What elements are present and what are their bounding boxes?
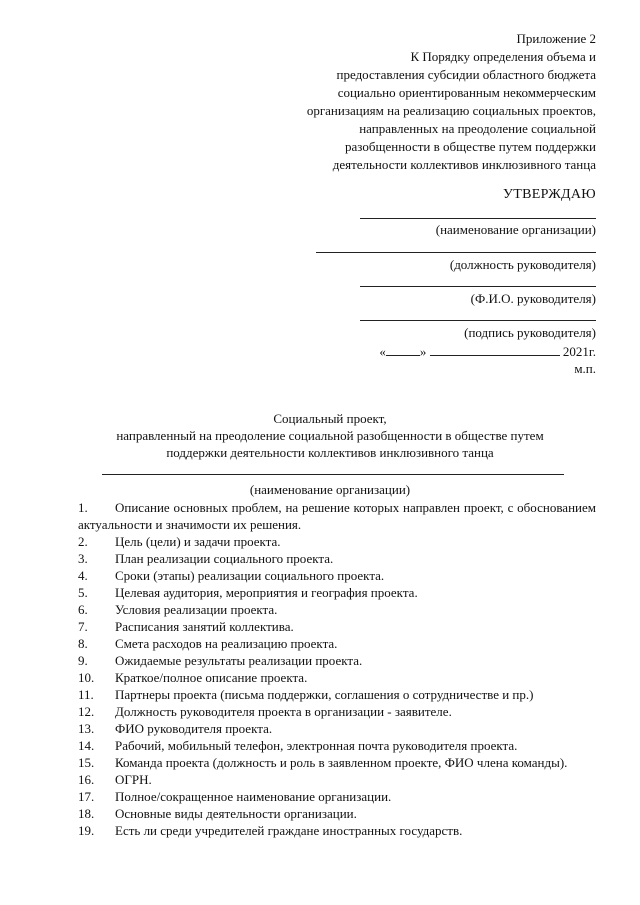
item-text: Ожидаемые результаты реализации проекта.: [115, 653, 363, 668]
appendix-line: направленных на преодоление социальной: [359, 121, 596, 136]
item-text: Целевая аудитория, мероприятия и география проекта.: [115, 585, 418, 600]
item-number: 16.: [78, 772, 95, 787]
item-text: Основные виды деятельности организации.: [115, 806, 357, 821]
item-text: Смета расходов на реализацию проекта.: [115, 636, 338, 651]
date-quote-open: «: [379, 344, 386, 359]
item-number: 2.: [78, 534, 88, 549]
project-title-line: поддержки деятельности коллективов инклюзивного танца: [166, 445, 494, 460]
list-item: [78, 652, 596, 669]
project-title: [60, 410, 600, 461]
item-number: 9.: [78, 653, 88, 668]
approval-title: УТВЕРЖДАЮ: [503, 187, 596, 202]
appendix-line: разобщенности в обществе путем поддержки: [345, 139, 596, 154]
list-item: [78, 601, 596, 618]
project-org-caption: (наименование организации): [249, 482, 411, 497]
date-year: 2021г.: [562, 344, 596, 359]
item-text: Команда проекта (должность и роль в заявленном проекте, ФИО члена команды).: [115, 755, 568, 770]
list-item: [78, 788, 596, 805]
signature-line: [360, 320, 596, 321]
item-number: 10.: [78, 670, 95, 685]
fullname-line: [360, 286, 596, 287]
list-item: [78, 686, 596, 703]
list-item: [78, 635, 596, 652]
list-item: [78, 669, 596, 686]
appendix-line: К Порядку определения объема и: [410, 49, 596, 64]
item-text: Условия реализации проекта.: [115, 602, 278, 617]
fullname-caption: (Ф.И.О. руководителя): [470, 291, 596, 306]
list-item: [78, 567, 596, 584]
item-number: 17.: [78, 789, 95, 804]
item-number: 6.: [78, 602, 88, 617]
item-number: 8.: [78, 636, 88, 651]
item-number: 18.: [78, 806, 95, 821]
project-title-line: направленный на преодоление социальной разобщенности в обществе путем: [116, 428, 544, 443]
signature-caption: (подпись руководителя): [464, 325, 596, 340]
appendix-header: [230, 30, 596, 174]
position-line: [316, 252, 596, 253]
date-month-blank: [430, 343, 560, 356]
list-item: [78, 771, 596, 788]
item-text: Краткое/полное описание проекта.: [115, 670, 308, 685]
item-text: Партнеры проекта (письма поддержки, соглашения о сотрудничестве и пр.): [115, 687, 534, 702]
list-item: [78, 703, 596, 720]
appendix-line: социально ориентированным некоммерческим: [337, 85, 596, 100]
item-text: Есть ли среди учредителей граждане иностранных государств.: [115, 823, 463, 838]
stamp-place: м.п.: [574, 361, 596, 376]
item-number: 3.: [78, 551, 88, 566]
item-number: 12.: [78, 704, 95, 719]
item-text: Описание основных проблем, на решение которых направлен проект, с обоснованием актуальности и значимости их решения.: [78, 500, 596, 532]
item-text: Полное/сокращенное наименование организации.: [115, 789, 392, 804]
item-number: 13.: [78, 721, 95, 736]
item-text: План реализации социального проекта.: [115, 551, 334, 566]
appendix-line: организациям на реализацию социальных проектов,: [306, 103, 596, 118]
date-day-blank: [386, 343, 420, 356]
list-item: [78, 737, 596, 754]
date-quote-close: »: [419, 344, 427, 359]
org-name-caption: (наименование организации): [435, 222, 596, 237]
item-text: Сроки (этапы) реализации социального проекта.: [115, 568, 385, 583]
list-item: [78, 533, 596, 550]
item-text: Должность руководителя проекта в организации - заявителе.: [115, 704, 452, 719]
list-item: [78, 550, 596, 567]
list-item: [78, 805, 596, 822]
appendix-line: Приложение 2: [516, 31, 596, 46]
project-title-line: Социальный проект,: [273, 411, 387, 426]
list-item: [78, 754, 596, 771]
item-text: ФИО руководителя проекта.: [115, 721, 273, 736]
item-number: 19.: [78, 823, 95, 838]
item-number: 1.: [78, 500, 88, 515]
list-item: [78, 822, 596, 839]
item-number: 11.: [78, 687, 94, 702]
project-org-line: [102, 474, 564, 475]
list-item: [78, 584, 596, 601]
item-number: 5.: [78, 585, 88, 600]
list-item: [78, 618, 596, 635]
position-caption: (должность руководителя): [449, 257, 596, 272]
item-text: ОГРН.: [115, 772, 152, 787]
list-item: [78, 499, 596, 533]
item-text: Цель (цели) и задачи проекта.: [115, 534, 281, 549]
org-name-line: [360, 218, 596, 219]
item-number: 14.: [78, 738, 95, 753]
appendix-line: деятельности коллективов инклюзивного танца: [332, 157, 596, 172]
item-text: Рабочий, мобильный телефон, электронная почта руководителя проекта.: [115, 738, 518, 753]
approval-date: [340, 343, 596, 360]
list-item: [78, 720, 596, 737]
requirements-list: [78, 499, 596, 839]
item-text: Расписания занятий коллектива.: [115, 619, 294, 634]
item-number: 4.: [78, 568, 88, 583]
item-number: 7.: [78, 619, 88, 634]
item-number: 15.: [78, 755, 95, 770]
appendix-line: предоставления субсидии областного бюджета: [336, 67, 596, 82]
